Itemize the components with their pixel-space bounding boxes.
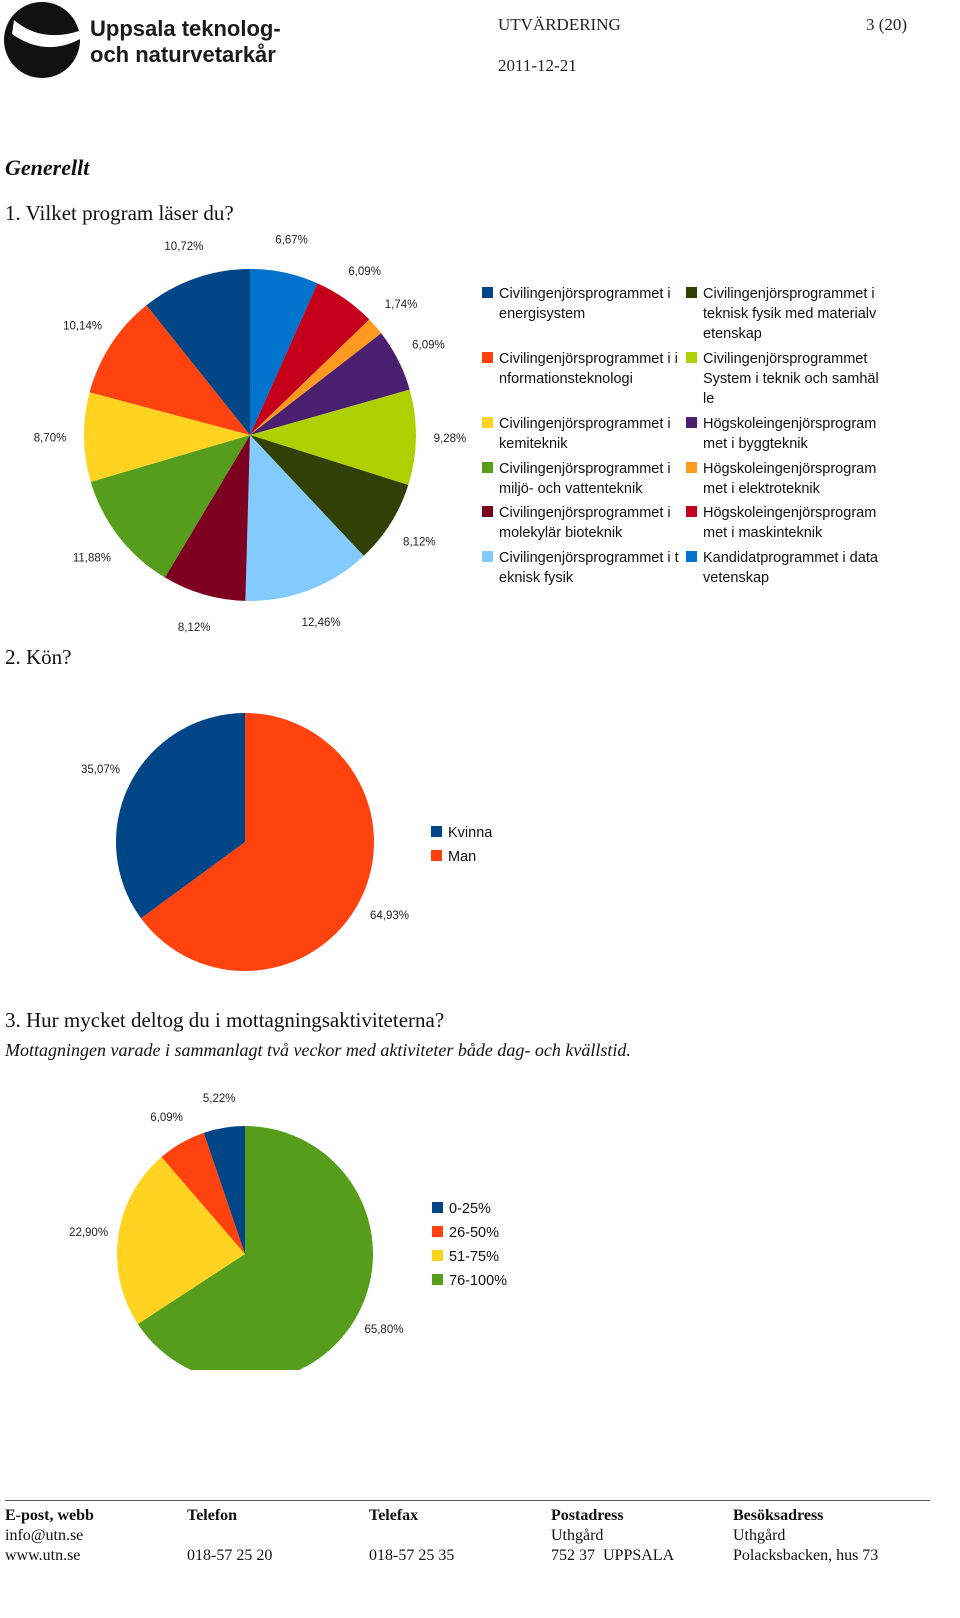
footer-fax-number: 018-57 25 35	[369, 1547, 455, 1564]
program-legend-item	[482, 459, 679, 499]
program-pct-label: 8,12%	[403, 536, 436, 549]
participation-pct-label: 22,90%	[69, 1226, 109, 1239]
program-legend-item	[482, 284, 679, 324]
participation-legend-item	[432, 1271, 507, 1291]
legend-swatch	[482, 462, 493, 473]
legend-swatch	[482, 417, 493, 428]
footer-postal-line: Uthgård	[551, 1527, 604, 1544]
footer-blank	[369, 1526, 454, 1546]
legend-label: Civilingenjörsprogrammet i informationsteknologi	[499, 351, 678, 387]
footer-phone-number: 018-57 25 20	[187, 1547, 273, 1564]
program-pct-label: 12,46%	[301, 616, 341, 629]
footer-heading: Telefon	[187, 1507, 238, 1524]
footer-email[interactable]: info@utn.se	[5, 1527, 84, 1544]
legend-swatch	[686, 462, 697, 473]
program-legend-item	[686, 414, 881, 454]
footer-blank	[187, 1526, 272, 1546]
legend-label: Högskoleingenjörsprogrammet i byggteknik	[703, 416, 877, 452]
participation-pct-label: 6,09%	[150, 1111, 183, 1124]
program-legend-item	[686, 459, 881, 499]
legend-swatch	[432, 1274, 443, 1285]
footer-visit-line: Uthgård	[733, 1527, 786, 1544]
legend-swatch	[432, 1226, 443, 1237]
program-pct-label: 11,88%	[72, 552, 112, 565]
legend-swatch	[431, 850, 442, 861]
program-pct-label: 10,14%	[63, 320, 103, 333]
program-pct-label: 8,12%	[177, 622, 211, 635]
legend-swatch	[686, 417, 697, 428]
program-pct-label: 6,67%	[275, 234, 308, 247]
participation-legend-item	[432, 1199, 491, 1219]
program-pct-label: 6,09%	[412, 339, 445, 352]
legend-label: Man	[448, 849, 477, 865]
legend-label: Civilingenjörsprogrammet i teknisk fysik med materialvetenskap	[703, 286, 877, 342]
participation-legend-item	[432, 1247, 499, 1267]
legend-label: Civilingenjörsprogrammet i teknisk fysik	[499, 550, 679, 586]
footer-divider	[5, 1500, 930, 1501]
legend-swatch	[686, 506, 697, 517]
footer-heading: E-post, webb	[5, 1507, 94, 1524]
participation-pct-label: 5,22%	[202, 1093, 236, 1106]
footer-email-web	[5, 1506, 94, 1566]
footer-visit-line: Polacksbacken, hus 73	[733, 1547, 879, 1564]
legend-label: Kandidatprogrammet i datavetenskap	[703, 550, 878, 586]
legend-label: Kvinna	[448, 825, 493, 841]
legend-swatch	[482, 551, 493, 562]
program-legend-item	[686, 349, 881, 409]
footer-postal	[551, 1506, 674, 1566]
gender-pct-label: 35,07%	[80, 763, 121, 776]
program-pct-label: 10,72%	[164, 241, 204, 254]
program-legend-item	[482, 414, 679, 454]
gender-legend-item	[431, 847, 476, 867]
footer-fax	[369, 1506, 454, 1566]
legend-label: 76-100%	[449, 1273, 508, 1289]
legend-swatch	[686, 287, 697, 298]
participation-pct-label: 65,80%	[364, 1324, 404, 1337]
legend-label: 26-50%	[449, 1225, 499, 1241]
legend-swatch	[482, 352, 493, 363]
program-pct-label: 1,74%	[384, 298, 418, 311]
footer-phone	[187, 1506, 272, 1566]
section-title: Generellt	[5, 155, 90, 180]
question-2-title: 2. Kön?	[5, 645, 72, 669]
question-3-title: 3. Hur mycket deltog du i mottagningsaktiviteterna?	[5, 1008, 445, 1032]
legend-swatch	[686, 352, 697, 363]
legend-label: Civilingenjörsprogrammet i molekylär bioteknik	[499, 505, 671, 541]
legend-swatch	[431, 826, 442, 837]
legend-swatch	[482, 287, 493, 298]
legend-label: Civilingenjörsprogrammet i miljö- och vattenteknik	[499, 461, 671, 497]
org-name-line1: Uppsala teknolog-	[90, 16, 281, 41]
org-name-line2: och naturvetarkår	[90, 42, 276, 67]
gender-pct-label: 64,93%	[369, 910, 410, 923]
program-legend-item	[482, 503, 679, 543]
footer-heading: Postadress	[551, 1507, 624, 1524]
program-pct-label: 9,28%	[433, 432, 467, 445]
legend-label: 0-25%	[449, 1201, 491, 1217]
program-legend-item	[686, 548, 881, 588]
gender-legend-item	[431, 823, 492, 843]
footer-web[interactable]: www.utn.se	[5, 1547, 81, 1564]
legend-swatch	[686, 551, 697, 562]
footer-visit	[733, 1506, 878, 1566]
legend-swatch	[482, 506, 493, 517]
doc-date: 2011-12-21	[498, 56, 577, 75]
question-3-note: Mottagningen varade i sammanlagt två veckor med aktiviteter både dag- och kvällstid.	[5, 1040, 631, 1060]
program-legend-item	[686, 503, 881, 543]
legend-swatch	[432, 1202, 443, 1213]
program-pct-label: 6,09%	[348, 266, 381, 279]
legend-label: Högskoleingenjörsprogrammet i elektroteknik	[703, 461, 877, 497]
program-legend-item	[482, 349, 679, 389]
program-legend-item	[482, 548, 679, 588]
legend-label: 51-75%	[449, 1249, 499, 1265]
footer-heading: Telefax	[369, 1507, 419, 1524]
question-1-title: 1. Vilket program läser du?	[5, 201, 234, 225]
footer-heading: Besöksadress	[733, 1507, 824, 1524]
legend-label: Civilingenjörsprogrammet System i teknik och samhälle	[703, 351, 879, 407]
program-legend-item	[686, 284, 881, 344]
footer-postal-line: 752 37 UPPSALA	[551, 1547, 675, 1564]
legend-swatch	[432, 1250, 443, 1261]
doc-type: UTVÄRDERING	[498, 15, 621, 34]
program-pct-label: 8,70%	[33, 432, 67, 445]
page-number: 3 (20)	[866, 15, 908, 34]
legend-label: Civilingenjörsprogrammet i energisystem	[499, 286, 671, 322]
legend-label: Högskoleingenjörsprogrammet i maskinteknik	[703, 505, 877, 541]
participation-legend-item	[432, 1223, 499, 1243]
legend-label: Civilingenjörsprogrammet i kemiteknik	[499, 416, 671, 452]
